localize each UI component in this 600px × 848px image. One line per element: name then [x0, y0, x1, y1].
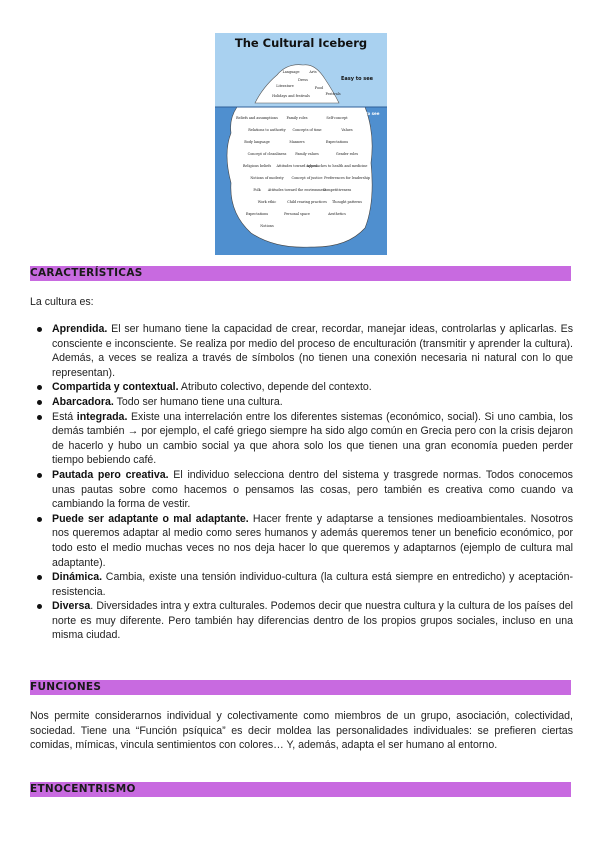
bullet-icon [37, 575, 42, 580]
figure-title: The Cultural Iceberg [234, 36, 368, 50]
iceberg-word: Gender roles [335, 152, 359, 156]
iceberg-word: Festivals [325, 92, 341, 96]
difficult-to-see-label: Difficult to see [346, 111, 380, 116]
item-description: Cambia, existe una tensión individuo-cultura (la cultura está siempre en entredicho) y aceptación-resistencia. [52, 571, 573, 598]
iceberg-word: Manners [289, 140, 305, 144]
iceberg-word: Family values [295, 152, 319, 156]
iceberg-word: Thought patterns [332, 200, 362, 204]
intro-text: La cultura es: [30, 296, 94, 308]
iceberg-word: Notions of modesty [250, 176, 284, 180]
iceberg-word: Attitudes toward school [276, 164, 318, 168]
item-term: Aprendida. [52, 323, 108, 335]
item-term: Compartida y contextual. [52, 381, 179, 394]
iceberg-word: Folk [253, 188, 261, 192]
iceberg-word: Aesthetics [328, 212, 346, 216]
iceberg-word: Religious beliefs [242, 164, 272, 168]
bullet-icon [37, 517, 42, 522]
funciones-paragraph: Nos permite considerarnos individual y colectivamente como miembros de un grupo, asociación, colectividad, sociedad. Tiene una “Función psíquica” es decir moldea las personalidades individuales: se prefieren ciertas comidas, mímicas, vincula sentimientos con colores… Y, además, adapta el ser humano al entorno. [30, 710, 573, 751]
iceberg-word: Relations to authority [248, 128, 286, 132]
iceberg-word: Holidays and festivals [272, 94, 310, 98]
item-description: Hacer frente y adaptarse a tensiones medioambientales. Nosotros nos queremos adaptar al medio como seres humanos y además queremos tener un beneficio económico, por todo esto el medio muchas veces no nos deja hacer lo que queremos y adaptarnos (ejemplo de cultura mal adaptante). [52, 512, 573, 569]
iceberg-word: Personal space [284, 212, 310, 216]
iceberg-word: Beliefs and assumptions [236, 116, 278, 120]
iceberg-word: Language [282, 70, 300, 74]
bullet-icon [37, 327, 42, 332]
characteristic-item [30, 410, 573, 468]
iceberg-word: Expectations [245, 212, 269, 216]
characteristic-item [30, 570, 573, 599]
characteristics-list [30, 322, 573, 643]
iceberg-word: Food [314, 86, 324, 90]
item-term: Diversa [52, 600, 91, 613]
bullet-icon [37, 473, 42, 478]
iceberg-word: Attitudes toward the environment [267, 188, 327, 192]
section-heading-caracteristicas: CARACTERÍSTICAS [30, 266, 571, 281]
item-description: El ser humano tiene la capacidad de crear, recordar, manejar ideas, controlarlas y aplicarlas. Es consciente e inconsciente. Se realiza por medio del proceso de enculturación (transmitir y aprender la cultura). Además, a veces se realiza a través de símbolos (no tienen una conexión necesaria ni natural con lo que representan). [52, 323, 573, 379]
item-prefix: Está [52, 410, 77, 423]
iceberg-word: Notions [260, 224, 274, 228]
iceberg-illustration [215, 33, 387, 255]
iceberg-word: Work ethic [257, 200, 277, 204]
iceberg-word: Competitiveness [322, 188, 352, 192]
item-description: Todo ser humano tiene una cultura. [113, 395, 283, 408]
item-description: . Diversidades intra y extra culturales. Podemos decir que nuestra cultura y la cultura de los países del norte es muy diferente. Pero también hay diferencias dentro de los propios grupos sociales, incluso en una misma ciudad. [52, 600, 573, 642]
iceberg-word: Family roles [286, 116, 308, 120]
characteristic-item [30, 468, 573, 512]
easy-to-see-label: Easy to see [340, 76, 374, 82]
characteristic-item [30, 380, 573, 395]
iceberg-word: Concepts of time [292, 128, 322, 132]
iceberg-word: Values [341, 128, 353, 132]
iceberg-word: Expectations [325, 140, 349, 144]
iceberg-word: Literature [276, 84, 294, 88]
iceberg-word: Approaches to health and medicine [306, 164, 368, 168]
characteristic-item [30, 599, 573, 643]
item-term: Puede ser adaptante o mal adaptante. [52, 512, 249, 525]
iceberg-word: Preferences for leadership [324, 176, 370, 180]
iceberg-word: Concept of cleanliness [247, 152, 287, 156]
iceberg-word: Concept of justice [291, 176, 323, 180]
bullet-icon [37, 415, 42, 420]
section-heading-funciones: FUNCIONES [30, 680, 571, 695]
iceberg-word: Arts [309, 70, 317, 74]
item-description: Atributo colectivo, depende del contexto. [178, 381, 372, 394]
item-description: El individuo selecciona dentro del sistema y trasgrede normas. Todos conocemos unas pautas sobre como hacemos o pensamos las cosas, pero también es creativa como cuando va cambiando la forma de vestir. [52, 468, 573, 511]
bullet-icon [37, 385, 42, 390]
characteristic-item [30, 322, 573, 380]
iceberg-word: Child rearing practices [287, 200, 327, 204]
bullet-icon [37, 400, 42, 405]
iceberg-word: Body language [244, 140, 270, 144]
characteristic-item [30, 512, 573, 570]
section-heading-etnocentrismo: ETNOCENTRISMO [30, 782, 571, 797]
bullet-icon [37, 604, 42, 609]
item-term: integrada. [76, 410, 128, 423]
item-description: Existe una interrelación entre los diferentes sistemas (económico, social). Si uno cambia, los demás también → por ejemplo, el café griego siempre ha sido algo común en Grecia pero con la crisis dejaron de hacerlo y hubo un cambio social ya que ahora solo los que tienen una gran economía pueden perder tiempo bebiendo café. [52, 410, 573, 467]
characteristic-item [30, 395, 573, 410]
cultural-iceberg-figure [215, 33, 387, 255]
iceberg-word: Self-concept [326, 116, 348, 120]
item-term: Pautada pero creativa. [52, 468, 169, 481]
iceberg-word: Dress [298, 78, 308, 82]
item-term: Abarcadora. [52, 395, 114, 408]
item-term: Dinámica. [52, 571, 103, 584]
